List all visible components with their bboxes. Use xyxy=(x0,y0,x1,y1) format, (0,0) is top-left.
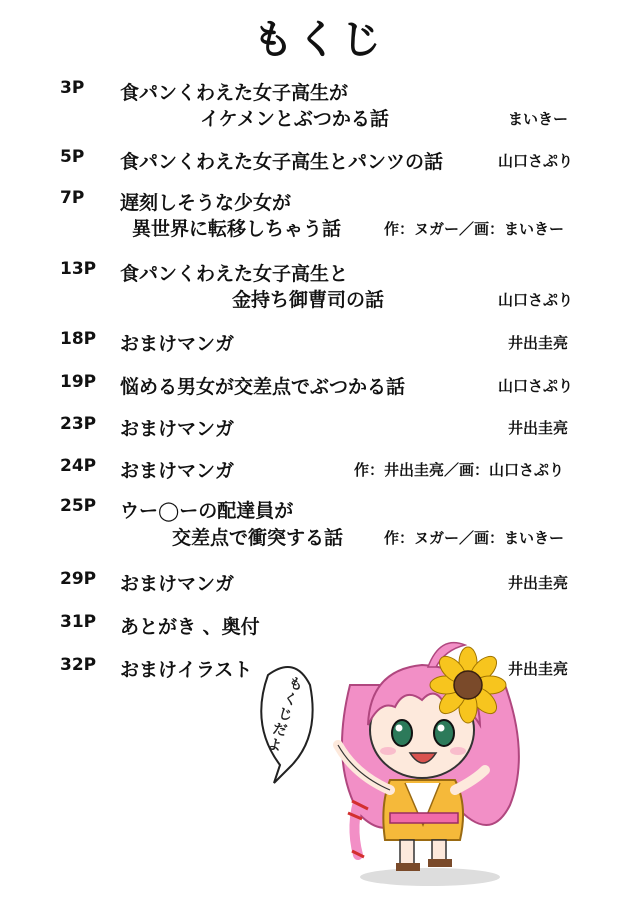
page-number: 25P xyxy=(60,496,97,516)
entry-author: 作：ヌガー／画：まいきー xyxy=(384,529,565,547)
page-number: 13P xyxy=(60,259,97,279)
entry-title: おまけマンガ xyxy=(120,573,235,595)
page-title: もくじ xyxy=(253,17,385,63)
entry-author: 井出圭亮 xyxy=(508,334,569,352)
entry-title: ウー◯ーの配達員が xyxy=(120,500,294,522)
page-number: 3P xyxy=(60,78,85,98)
page-number: 18P xyxy=(60,329,97,349)
page-number: 23P xyxy=(60,414,97,434)
page-number: 7P xyxy=(60,188,85,208)
entry-author: 山口さぷり xyxy=(498,291,574,309)
mascot-illustration xyxy=(240,605,620,895)
sunflower-hair-ornament xyxy=(430,647,506,723)
entry-title-line2: 金持ち御曹司の話 xyxy=(232,289,385,311)
entry-author: 作：井出圭亮／画：山口さぷり xyxy=(354,461,565,479)
entry-title-line2: イケメンとぶつかる話 xyxy=(200,108,389,130)
page-number: 24P xyxy=(60,456,97,476)
entry-author: 井出圭亮 xyxy=(508,574,569,592)
entry-author: 井出圭亮 xyxy=(508,419,569,437)
entry-title: おまけマンガ xyxy=(120,460,235,482)
page-number: 31P xyxy=(60,612,97,632)
entry-title: 食パンくわえた女子高生が xyxy=(120,82,349,104)
entry-title: 食パンくわえた女子高生と xyxy=(120,263,349,285)
entry-author: 作：ヌガー／画：まいきー xyxy=(384,220,565,238)
entry-author: 山口さぷり xyxy=(498,377,574,395)
entry-title-line2: 異世界に転移しちゃう話 xyxy=(132,218,342,240)
entry-author: 井出圭亮 xyxy=(508,660,569,678)
entry-author: 山口さぷり xyxy=(498,152,574,170)
speech-bubble xyxy=(261,667,312,783)
entry-title: おまけマンガ xyxy=(120,418,235,440)
entry-title: 悩める男女が交差点でぶつかる話 xyxy=(120,376,406,398)
entry-title: 食パンくわえた女子高生とパンツの話 xyxy=(120,151,444,173)
entry-title: あとがき 、奥付 xyxy=(120,616,260,638)
page-number: 19P xyxy=(60,372,97,392)
page-number: 32P xyxy=(60,655,97,675)
page-number: 5P xyxy=(60,147,85,167)
page-number: 29P xyxy=(60,569,97,589)
entry-title: おまけマンガ xyxy=(120,333,235,355)
entry-author: まいきー xyxy=(508,110,569,128)
svg-text:もくじだよ: もくじだよ xyxy=(266,675,305,755)
entry-title-line2: 交差点で衝突する話 xyxy=(172,527,344,549)
entry-title: 遅刻しそうな少女が xyxy=(120,192,292,214)
entry-title: おまけイラスト xyxy=(120,659,253,681)
